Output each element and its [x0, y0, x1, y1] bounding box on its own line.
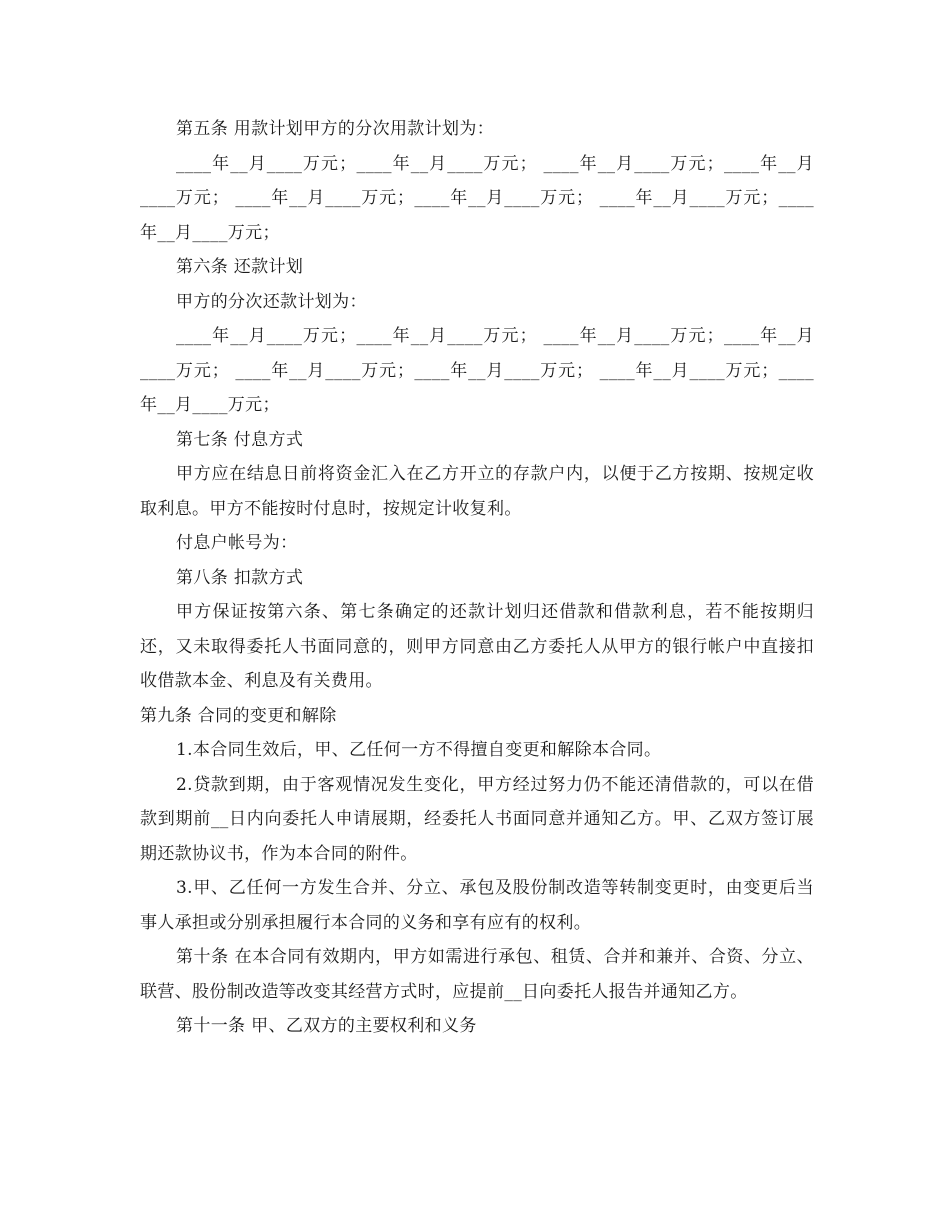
article-5-title: 第五条 用款计划甲方的分次用款计划为： [176, 119, 495, 139]
article-11-title: 第十一条 甲、乙双方的主要权利和义务 [176, 1016, 477, 1036]
document-page [140, 112, 814, 1044]
article-10-body: 第十条 在本合同有效期内，甲方如需进行承包、租赁、合并和兼并、合资、分立、联营、股份制改造等改变其经营方式时，应提前__日向委托人报告并通知乙方。 [140, 947, 814, 1002]
article-7-title: 第七条 付息方式 [176, 429, 304, 450]
article-9-item-1: 1.本合同生效后，甲、乙任何一方不得擅自变更和解除本合同。 [176, 740, 662, 760]
article-6-intro: 甲方的分次还款计划为： [176, 291, 367, 312]
article-9-item-3: 3.甲、乙任何一方发生合并、分立、承包及股份制改造等转制变更时，由变更后当事人承担或分别承担履行本合同的义务和享有应有的权利。 [140, 878, 814, 933]
article-9-title: 第九条 合同的变更和解除 [140, 705, 337, 726]
article-8-title: 第八条 扣款方式 [176, 567, 304, 588]
article-6-title: 第六条 还款计划 [176, 257, 304, 277]
article-8-body: 甲方保证按第六条、第七条确定的还款计划归还借款和借款利息，若不能按期归还，又未取得委托人书面同意的，则甲方同意由乙方委托人从甲方的银行帐户中直接扣收借款本金、利息及有关费用。 [140, 602, 814, 691]
article-7-account: 付息户帐号为： [176, 533, 298, 553]
article-6-schedule: ____年__月____万元；____年__月____万元； ____年__月____万元；____年__月____万元； ____年__月____万元；____年__月____万元； ____年__月____万元；____年__月____万元； [140, 326, 814, 415]
article-9-item-2: 2.贷款到期，由于客观情况发生变化，甲方经过努力仍不能还清借款的，可以在借款到期前__日内向委托人申请展期，经委托人书面同意并通知乙方。甲、乙双方签订展期还款协议书，作为本合同的附件。 [140, 774, 814, 864]
article-5-schedule: ____年__月____万元；____年__月____万元； ____年__月____万元；____年__月____万元； ____年__月____万元；____年__月____万元； ____年__月____万元；____年__月____万元； [140, 153, 814, 243]
article-7-body: 甲方应在结息日前将资金汇入在乙方开立的存款户内，以便于乙方按期、按规定收取利息。甲方不能按时付息时，按规定计收复利。 [140, 464, 814, 519]
